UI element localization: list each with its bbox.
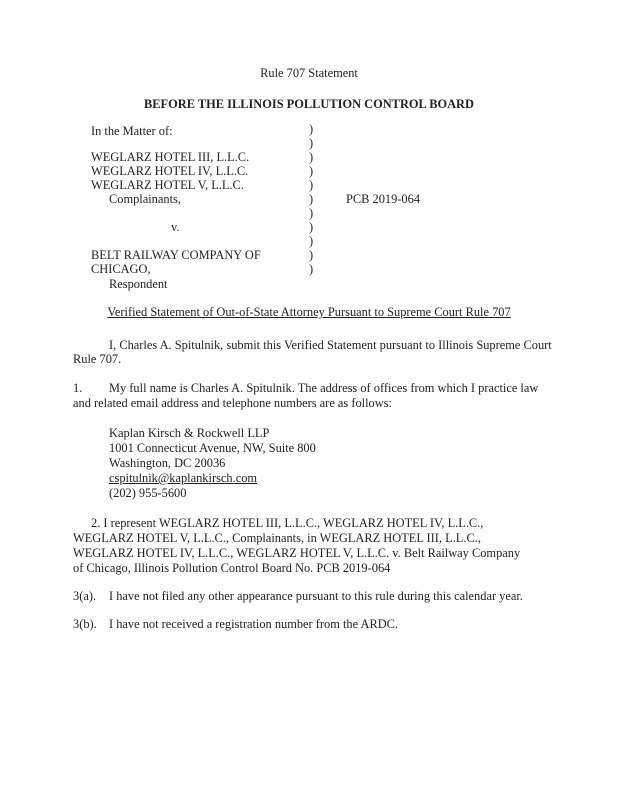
statement-subtitle: Verified Statement of Out-of-State Attorney Pursuant to Supreme Court Rule 707 <box>107 305 511 319</box>
item-2-text: WEGLARZ HOTEL V, L.L.C., Complainants, in WEGLARZ HOTEL III, L.L.C., <box>73 531 481 545</box>
caption-paren: ) <box>309 234 314 248</box>
intro-paragraph-line: I, Charles A. Spitulnik, submit this Verified Statement pursuant to Illinois Supreme Court <box>109 338 552 352</box>
item-2-text: WEGLARZ HOTEL IV, L.L.C., WEGLARZ HOTEL V, L.L.C. v. Belt Railway Company <box>73 546 521 560</box>
caption-paren: ) <box>309 150 314 164</box>
item-1-text: My full name is Charles A. Spitulnik. The address of offices from which I practice law <box>109 381 539 395</box>
document-header-rule: Rule 707 Statement <box>260 66 358 80</box>
in-the-matter-label: In the Matter of: <box>91 124 173 138</box>
complainant-name: WEGLARZ HOTEL V, L.L.C. <box>91 178 244 192</box>
caption-paren: ) <box>309 122 314 136</box>
caption-paren: ) <box>309 262 314 276</box>
caption-paren: ) <box>309 178 314 192</box>
respondent-role: Respondent <box>109 277 168 291</box>
complainants-role: Complainants, <box>109 192 181 206</box>
document-board-title: BEFORE THE ILLINOIS POLLUTION CONTROL BOARD <box>144 97 474 111</box>
caption-paren: ) <box>309 206 314 220</box>
caption-paren: ) <box>309 248 314 262</box>
case-number: PCB 2019-064 <box>346 192 421 206</box>
city-address: Washington, DC 20036 <box>109 456 226 470</box>
email-link[interactable]: cspitulnik@kaplankirsch.com <box>109 471 258 485</box>
caption-paren: ) <box>309 164 314 178</box>
caption-paren: ) <box>309 192 314 206</box>
item-1-number: 1. <box>73 381 83 395</box>
intro-paragraph-line: Rule 707. <box>73 352 122 366</box>
complainant-name: WEGLARZ HOTEL IV, L.L.C. <box>91 164 249 178</box>
firm-name: Kaplan Kirsch & Rockwell LLP <box>109 426 270 440</box>
item-2-text: of Chicago, Illinois Pollution Control Board No. PCB 2019-064 <box>73 561 391 575</box>
respondent-name-line1: BELT RAILWAY COMPANY OF <box>91 248 261 262</box>
caption-paren: ) <box>309 220 314 234</box>
item-2-text: 2. I represent WEGLARZ HOTEL III, L.L.C., WEGLARZ HOTEL IV, L.L.C., <box>91 516 484 530</box>
item-3a-number: 3(a). <box>73 589 97 603</box>
caption-paren: ) <box>309 136 314 150</box>
item-1-text: and related email address and telephone numbers are as follows: <box>73 396 392 410</box>
versus-label: v. <box>171 220 180 234</box>
respondent-name-line2: CHICAGO, <box>91 262 151 276</box>
street-address: 1001 Connecticut Avenue, NW, Suite 800 <box>109 441 316 455</box>
item-3a-text: I have not filed any other appearance pursuant to this rule during this calendar year. <box>109 589 523 603</box>
item-3b-text: I have not received a registration number from the ARDC. <box>109 617 399 631</box>
complainant-name: WEGLARZ HOTEL III, L.L.C. <box>91 150 250 164</box>
item-3b-number: 3(b). <box>73 617 97 631</box>
phone-number: (202) 955-5600 <box>109 486 187 500</box>
